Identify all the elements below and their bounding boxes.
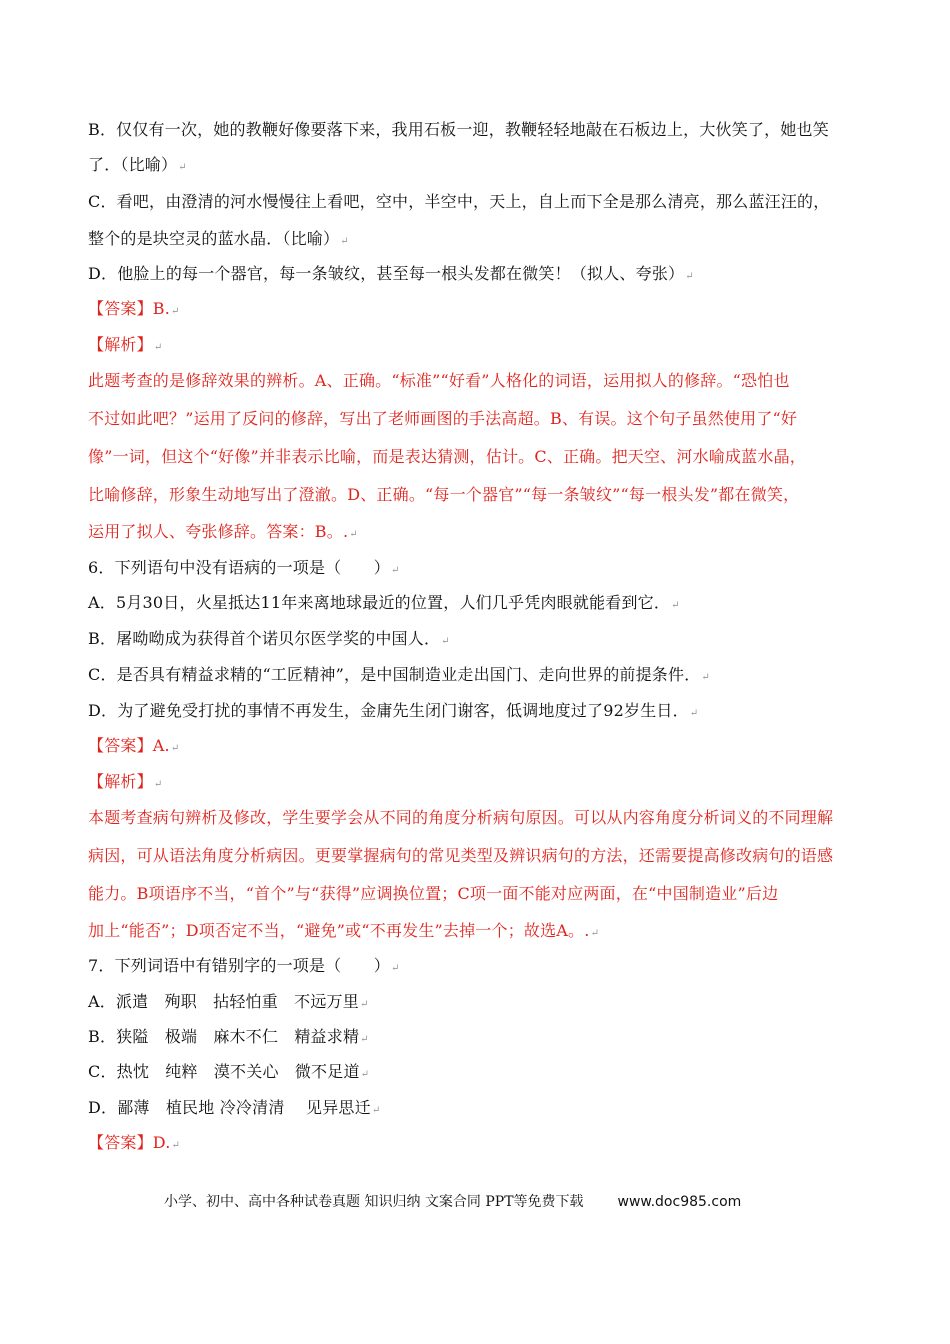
- analysis-text-6-line-2: [88, 845, 833, 867]
- text-line: C．热忱 纯粹 漠不关心 微不足道: [88, 1062, 360, 1081]
- answer-label-5: [88, 298, 180, 323]
- paragraph-mark-icon: ↵: [178, 162, 187, 173]
- question-7-option-d: [88, 1097, 380, 1122]
- text-line: 不过如此吧？”运用了反问的修辞，写出了老师画图的手法高超。B、有误。这个句子虽然使用了“好: [88, 409, 798, 428]
- paragraph-mark-icon: ↵: [701, 672, 710, 683]
- footer-text: 小学、初中、高中各种试卷真题 知识归纳 文案合同 PPT等免费下载: [164, 1194, 584, 1210]
- question-6: [88, 557, 400, 582]
- paragraph-mark-icon: ↵: [153, 779, 163, 790]
- analysis-text-5-line-2: [88, 408, 797, 430]
- text-line: 能力。B项语序不当，“首个”与“获得”应调换位置；C项一面不能对应两面，在“中国制造业”后边: [88, 884, 779, 903]
- paragraph-mark-icon: ↵: [685, 271, 694, 282]
- question-7: [88, 955, 400, 980]
- text-line: D．为了避免受打扰的事情不再发生，金庸先生闭门谢客，低调地度过了92岁生日．: [88, 701, 689, 720]
- text-line: 6．下列语句中没有语病的一项是（ ）: [88, 558, 390, 577]
- text-line: A．5月30日，火星抵达11年来离地球最近的位置，人们几乎凭肉眼就能看到它．: [88, 593, 671, 612]
- text-line: 整个的是块空灵的蓝水晶．（比喻）: [88, 229, 340, 248]
- text-line: 【答案】B.: [88, 299, 171, 318]
- paragraph-mark-icon: ↵: [671, 600, 680, 611]
- text-line: 病因，可从语法角度分析病因。更要掌握病句的常见类型及辨识病句的方法，还需要提高修改病句的语感: [88, 846, 834, 865]
- paragraph-mark-icon: ↵: [171, 1140, 181, 1151]
- paragraph-mark-icon: ↵: [170, 743, 180, 754]
- analysis-text-5-line-5: [88, 521, 358, 546]
- paragraph-mark-icon: ↵: [171, 306, 180, 317]
- text-line: 了．（比喻）: [88, 155, 178, 174]
- text-line: 本题考查病句辨析及修改，学生要学会从不同的角度分析病句原因。可以从内容角度分析词义的不同理解: [88, 808, 834, 827]
- page-footer: [164, 1192, 741, 1212]
- analysis-label-5: [88, 334, 162, 359]
- text-line: B．屠呦呦成为获得首个诺贝尔医学奖的中国人．: [88, 629, 441, 648]
- paragraph-mark-icon: ↵: [340, 236, 349, 247]
- analysis-text-5-line-1: [88, 370, 790, 392]
- text-line: 像”一词，但这个“好像”并非表示比喻，而是表达猜测，估计。C、正确。把天空、河水喻成蓝水晶，: [88, 447, 806, 466]
- text-line: 【答案】A.: [88, 736, 170, 755]
- text-line: 【解析】: [88, 335, 153, 354]
- analysis-label-6: [88, 771, 162, 796]
- option-b-line-2: [88, 154, 187, 179]
- analysis-text-5-line-3: [88, 446, 806, 468]
- option-b-line-1: [88, 119, 829, 141]
- question-6-option-b: [88, 628, 450, 653]
- text-line: D．他脸上的每一个器官，每一条皱纹，甚至每一根头发都在微笑！（拟人、夸张）: [88, 264, 685, 283]
- paragraph-mark-icon: ↵: [689, 708, 699, 719]
- analysis-text-6-line-3: [88, 883, 778, 905]
- paragraph-mark-icon: ↵: [441, 636, 450, 647]
- text-line: D．鄙薄 植民地 冷冷清清 见异思迁: [88, 1098, 371, 1117]
- option-d-line: [88, 263, 694, 288]
- paragraph-mark-icon: ↵: [390, 963, 400, 974]
- paragraph-mark-icon: ↵: [360, 1069, 370, 1080]
- option-c-line-1: [88, 191, 829, 213]
- text-line: C．看吧，由澄清的河水慢慢往上看吧，空中，半空中，天上，自上而下全是那么清亮，那么蓝汪汪的，: [88, 192, 830, 211]
- paragraph-mark-icon: ↵: [590, 928, 600, 939]
- text-line: 7．下列词语中有错别字的一项是（ ）: [88, 956, 390, 975]
- text-line: 【答案】D.: [88, 1133, 171, 1152]
- text-line: 加上“能否”；D项否定不当，“避免”或“不再发生”去掉一个；故选A。.: [88, 921, 590, 940]
- paragraph-mark-icon: ↵: [153, 342, 163, 353]
- text-line: B．狭隘 极端 麻木不仁 精益求精: [88, 1027, 360, 1046]
- text-line: C．是否具有精益求精的“工匠精神”，是中国制造业走出国门、走向世界的前提条件．: [88, 665, 701, 684]
- text-line: 此题考查的是修辞效果的辨析。A、正确。“标准”“好看”人格化的词语，运用拟人的修辞。“恐怕也: [88, 371, 790, 390]
- paragraph-mark-icon: ↵: [359, 999, 369, 1010]
- paragraph-mark-icon: ↵: [390, 565, 400, 576]
- option-c-line-2: [88, 228, 349, 253]
- paragraph-mark-icon: ↵: [360, 1034, 369, 1045]
- footer-site-link[interactable]: www.doc985.com: [617, 1194, 742, 1210]
- question-6-option-c: [88, 664, 710, 689]
- answer-label-6: [88, 735, 179, 760]
- paragraph-mark-icon: ↵: [371, 1105, 381, 1116]
- question-7-option-c: [88, 1061, 369, 1086]
- text-line: 【解析】: [88, 772, 153, 791]
- text-line: 运用了拟人、夸张修辞。答案：B。.: [88, 522, 349, 541]
- question-6-option-d: [88, 700, 698, 725]
- question-7-option-a: [88, 991, 369, 1016]
- paragraph-mark-icon: ↵: [349, 529, 358, 540]
- text-line: B．仅仅有一次，她的教鞭好像要落下来，我用石板一迎，教鞭轻轻地敲在石板边上，大伙笑了，她也笑: [88, 120, 829, 139]
- text-line: 比喻修辞，形象生动地写出了澄澈。D、正确。“每一个器官”“每一条皱纹”“每一根头发”都在微笑，: [88, 485, 800, 504]
- question-6-option-a: [88, 592, 680, 617]
- question-7-option-b: [88, 1026, 369, 1051]
- answer-label-7: [88, 1132, 180, 1157]
- analysis-text-6-line-1: [88, 807, 833, 829]
- analysis-text-6-line-4: [88, 920, 599, 945]
- analysis-text-5-line-4: [88, 484, 799, 506]
- text-line: A．派遣 殉职 拈轻怕重 不远万里: [88, 992, 359, 1011]
